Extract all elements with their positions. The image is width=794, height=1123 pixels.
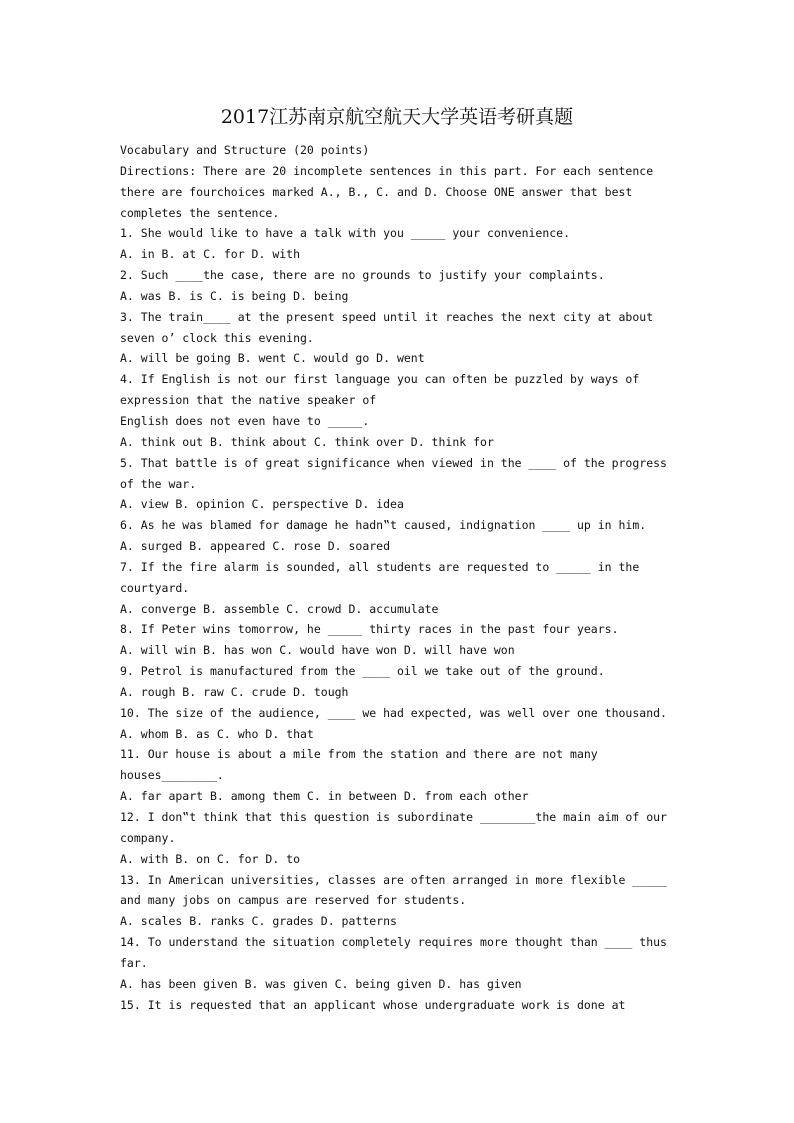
document-line: A. was B. is C. is being D. being (120, 288, 349, 303)
document-line: A. with B. on C. for D. to (120, 851, 301, 866)
document-line: 15. It is requested that an applicant whose undergraduate work is done at (120, 997, 626, 1012)
document-line: 13. In American universities, classes are often arranged in more flexible _____ (120, 872, 667, 887)
document-line: A. will win B. has won C. would have won D. will have won (120, 643, 515, 658)
document-line: A. scales B. ranks C. grades D. patterns (120, 914, 397, 929)
document-line: A. rough B. raw C. crude D. tough (120, 684, 349, 699)
document-line: there are fourchoices marked A., B., C. and D. Choose ONE answer that best (120, 184, 633, 199)
document-line: 12. I don‟t think that this question is subordinate ________the main aim of our (120, 810, 667, 824)
document-line: A. converge B. assemble C. crowd D. accumulate (120, 601, 439, 616)
document-line: A. whom B. as C. who D. that (120, 726, 314, 741)
document-line: 1. She would like to have a talk with you _____ your convenience. (120, 226, 571, 241)
document-line: 7. If the fire alarm is sounded, all students are requested to _____ in the (120, 559, 640, 574)
document-line: A. view B. opinion C. perspective D. idea (120, 497, 404, 512)
document-body (120, 140, 680, 1015)
document-line: A. surged B. appeared C. rose D. soared (120, 539, 391, 554)
document-line: completes the sentence. (120, 205, 280, 220)
document-line: 10. The size of the audience, ____ we had expected, was well over one thousand. (120, 705, 667, 720)
document-line: 14. To understand the situation completely requires more thought than ____ thus (120, 935, 667, 950)
document-line: 9. Petrol is manufactured from the ____ oil we take out of the ground. (120, 664, 605, 679)
document-title: 2017江苏南京航空航天大学英语考研真题 (220, 106, 574, 128)
document-line: seven o’ clock this evening. (120, 330, 314, 345)
document-line: A. in B. at C. for D. with (120, 247, 301, 262)
document-line: English does not even have to _____. (120, 413, 370, 428)
document-line: Vocabulary and Structure (20 points) (120, 143, 370, 157)
document-line: 4. If English is not our first language you can often be puzzled by ways of (120, 372, 640, 387)
document-line: company. (120, 830, 176, 845)
document-line: houses________. (120, 768, 224, 783)
document-line: 11. Our house is about a mile from the station and there are not many (120, 747, 598, 762)
document-line: 2. Such ____the case, there are no grounds to justify your complaints. (120, 268, 605, 283)
document-line: Directions: There are 20 incomplete sentences in this part. For each sentence (120, 163, 654, 178)
document-line: expression that the native speaker of (120, 393, 377, 408)
document-line: courtyard. (120, 580, 190, 595)
document-line: far. (120, 955, 148, 970)
document-line: A. think out B. think about C. think over D. think for (120, 434, 494, 449)
document-line: 3. The train____ at the present speed until it reaches the next city at about (120, 309, 654, 324)
document-line: 6. As he was blamed for damage he hadn‟t caused, indignation ____ up in him. (120, 518, 647, 533)
document-line: A. will be going B. went C. would go D. went (120, 351, 425, 366)
document-line: A. has been given B. was given C. being given D. has given (120, 976, 522, 991)
document-line: 5. That battle is of great significance when viewed in the ____ of the progress (120, 455, 667, 470)
document-line: and many jobs on campus are reserved for students. (120, 893, 467, 908)
document-line: of the war. (120, 476, 197, 491)
document-line: 8. If Peter wins tomorrow, he _____ thirty races in the past four years. (120, 622, 619, 637)
document-line: A. far apart B. among them C. in between D. from each other (120, 789, 529, 804)
